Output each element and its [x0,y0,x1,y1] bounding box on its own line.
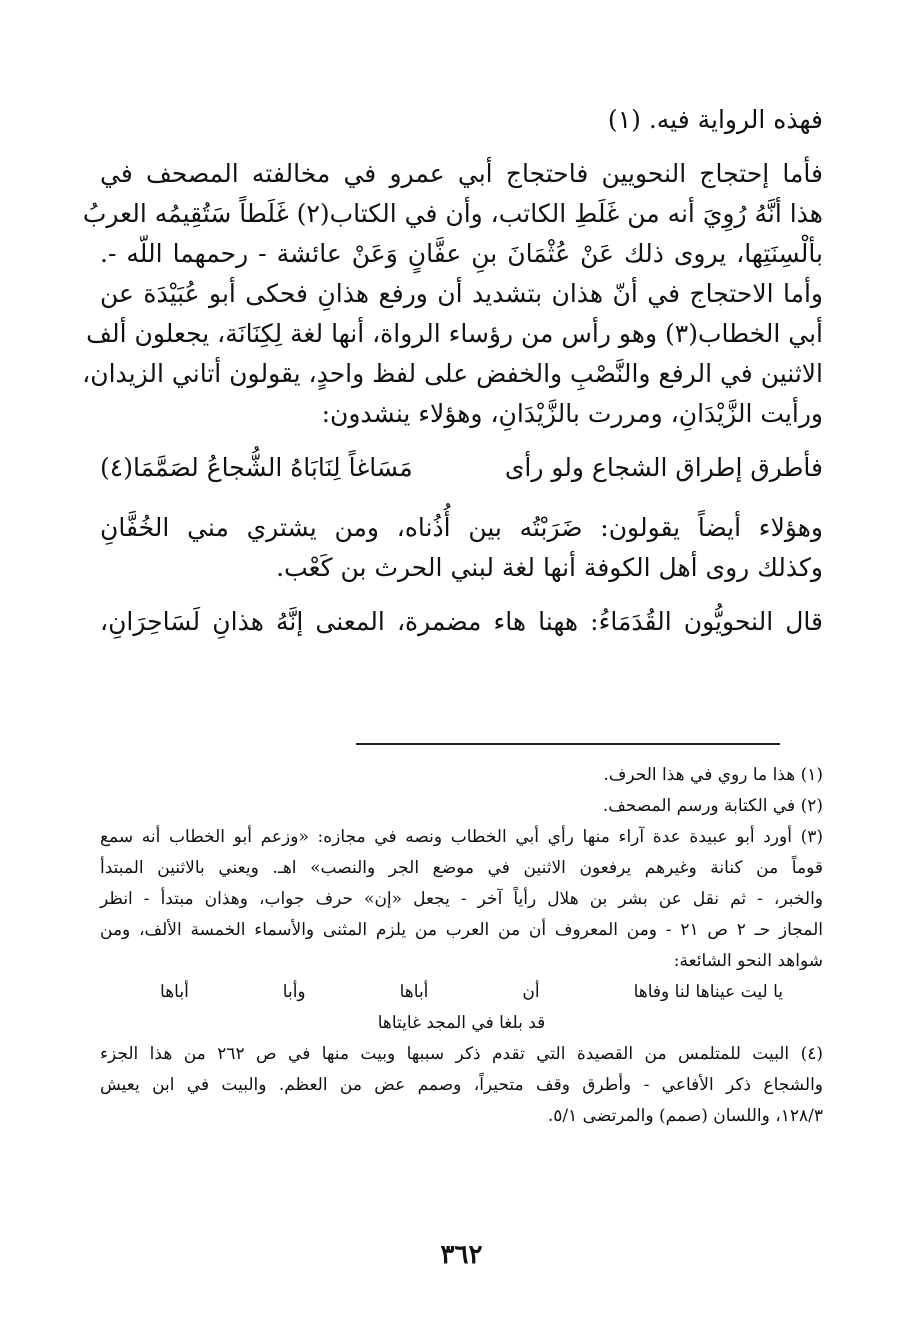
page-number: ٣٦٢ [440,1240,483,1270]
paragraph-2 [100,508,823,588]
verse-first-hemistich: فأطرق إطراق الشجاع ولو رأى [504,453,823,482]
footnote-line: ١٢٨/٣، واللسان (صمم) والمرتضى ٥/١. [547,1106,823,1126]
footnotes [100,760,823,1132]
text-line: فأما إحتجاج النحويين فاحتجاج أبي عمرو في مخالفته المصحف في [100,159,823,188]
intro-line: فهذه الرواية فيه. (١) [607,105,823,134]
verse-word: وأبا [282,982,306,1002]
footnote-3 [100,822,823,1039]
footnote-4 [100,1039,823,1132]
text-line: ورأيت الزَّيْدَانِ، ومررت بالزَّيْدَانِ، وهؤلاء ينشدون: [321,399,823,428]
text-line: هذا أنَّهُ رُوِيَ أنه من غَلَطِ الكاتب، وأن في الكتاب(٢) غَلَطاً سَتُقِيمُه العربُ [82,199,823,228]
text-line: أبي الخطاب(٣) وهو رأس من رؤساء الرواة، أنها لغة لِكِنَانَة، يجعلون ألف [86,319,823,348]
verse-word: أباها [160,982,189,1002]
text-line: بألْسِنَتِها، يروى ذلك عَنْ عُثْمَانَ بنِ عفَّانٍ وَعَنْ عائشة - رحمهما اللّه -. [100,239,823,268]
text-line: وكذلك روى أهل الكوفة أنها لغة لبني الحرث بن كَعْب. [276,553,823,582]
poetry-verse [100,448,823,488]
paragraph-1 [82,154,823,434]
paragraph-3: قال النحويُّون القُدَمَاءُ: ههنا هاء مضمرة، المعنى إنَّهُ هذانِ لَسَاحِرَانِ، [100,607,823,636]
footnote-line: شواهد النحو الشائعة: [673,951,823,971]
verse-second-hemistich: مَسَاغاً لِنَابَاهُ الشُّجاعُ لصَمَّمَا(٤) [100,453,413,482]
footnote-line: والشجاع ذكر الأفاعي - وأطرق وقف متحيراً، وصمم عض من العظم. والبيت في ابن يعيش [100,1075,823,1095]
text-line: وهؤلاء أيضاً يقولون: ضَرَبْتُه بين أُذُناه، ومن يشتري مني الخُفَّانِ [100,513,823,542]
footnote-line: (٣) أورد أبو عبيدة عدة آراء منها رأي أبي الخطاب ونصه في مجازه: «وزعم أبو الخطاب أنه سمع [100,827,823,847]
text-line: وأما الاحتجاج في أنّ هذان بتشديد أن ورفع هذانِ فحكى أبو عُبَيْدَة عن [100,279,823,308]
footnote-separator [356,743,780,745]
footnote-line: قوماً من كنانة وغيرهم يرفعون الاثنين في موضع الجر والنصب» اهـ. ويعني بالاثنين المبتدأ [100,858,823,878]
verse-word: يا ليت عيناها لنا وفاها [633,982,783,1002]
footnote-line: والخبر، - ثم نقل عن بشر بن هلال رأياً آخر - يجعل «إن» حرف جواب، وهذان مبتدأ - انظر [100,889,823,909]
main-text [82,100,823,642]
footnote-verse-second: قد بلغا في المجد غايتاها [377,1013,546,1033]
footnote-verse [100,977,823,1008]
footnote-1: (١) هذا ما روي في هذا الحرف. [603,765,823,785]
text-line: الاثنين في الرفع والنَّصْبِ والخفض على لفظ واحدٍ، يقولون أتاني الزيدان، [82,359,823,388]
footnote-line: (٤) البيت للمتلمس من القصيدة التي تقدم ذكر سببها وبيت منها في ص ٢٦٢ من هذا الجزء [100,1044,824,1064]
footnote-line: المجاز حـ ٢ ص ٢١ - ومن المعروف أن من العرب من يلزم المثنى والأسماء الخمسة الألف، ومن [100,920,824,940]
verse-word: أن [522,982,540,1002]
verse-word: أباها [399,982,429,1002]
footnote-2: (٢) في الكتابة ورسم المصحف. [602,796,823,816]
